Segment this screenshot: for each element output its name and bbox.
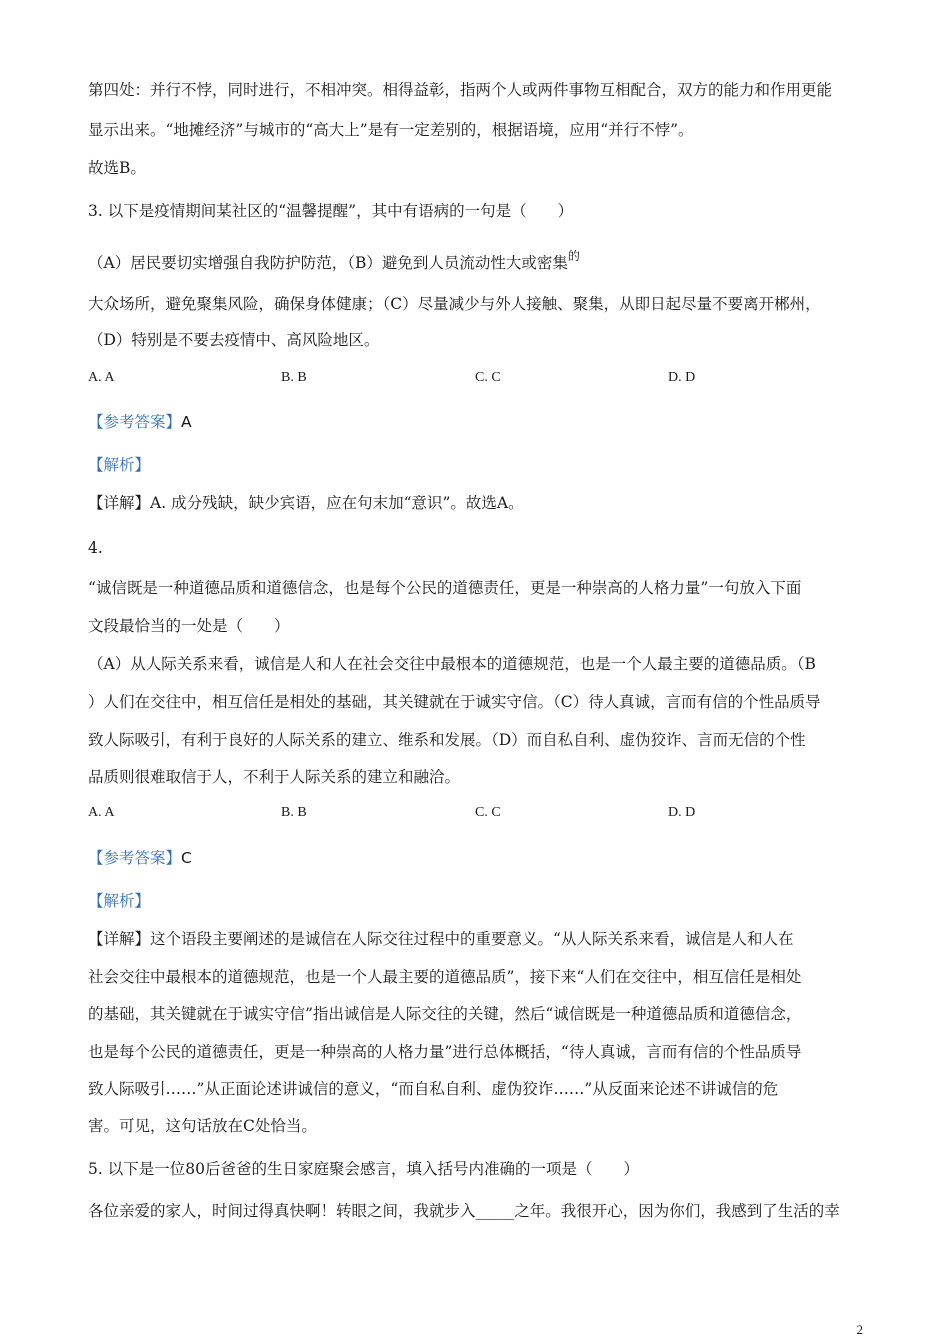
q3-option-d: D. D [668, 370, 696, 385]
q4-detail-line-3: 的基础，其关键就在于诚实守信”指出诚信是人际交往的关键，然后“诚信既是一种道德品质和道德信念， [88, 1005, 802, 1023]
q4-option-d: D. D [668, 805, 696, 820]
q3-detail [88, 493, 524, 513]
page-number: 2 [856, 1322, 863, 1337]
q4-answer [88, 848, 192, 868]
q3-option-c: C. C [475, 370, 501, 385]
q4-option-a: A. A [88, 805, 115, 820]
q4-detail-line-2: 社会交往中最根本的道德规范，也是一个人最主要的道德品质”，接下来“人们在交往中，相互信任是相处 [88, 968, 802, 986]
q4-passage-line-3: 致人际吸引，有利于良好的人际关系的建立、维系和发展。（D）而自私自利、虚伪狡诈、言而无信的个性 [88, 731, 806, 749]
q3-passage-line-3: （D）特别是不要去疫情中、高风险地区。 [88, 331, 380, 349]
q4-stem-line-1: “诚信既是一种道德品质和道德信念，也是每个公民的道德责任，更是一种崇高的人格力量”一句放入下面 [88, 579, 802, 597]
q4-passage-line-2: ）人们在交往中，相互信任是相处的基础，其关键就在于诚实守信。（C）待人真诚，言而有信的个性品质导 [88, 693, 821, 711]
q4-answer-value: C [181, 849, 192, 867]
q3-detail-label: 【详解】 [88, 494, 151, 512]
q2-explanation-line-1: 第四处：并行不悖，同时进行，不相冲突。相得益彰，指两个人或两件事物互相配合，双方的能力和作用更能 [88, 81, 833, 99]
q4-stem-line-2: 文段最恰当的一处是（ ） [88, 617, 290, 635]
q4-option-b: B. B [281, 805, 307, 820]
q4-detail-label: 【详解】 [88, 930, 151, 948]
q3-option-a: A. A [88, 370, 115, 385]
q2-explanation-line-2: 显示出来。“地摊经济”与城市的“高大上”是有一定差别的，根据语境，应用“并行不悖”。 [88, 121, 694, 139]
q3-option-b: B. B [281, 370, 307, 385]
q5-passage-line-1: 各位亲爱的家人，时间过得真快啊！转眼之间，我就步入_____之年。我很开心，因为你们，我感到了生活的幸 [88, 1202, 840, 1220]
q4-detail-line-1 [88, 929, 793, 949]
q2-conclusion: 故选B。 [88, 159, 146, 177]
q4-answer-label: 【参考答案】 [88, 849, 182, 867]
q3-answer-value: A [181, 413, 192, 431]
q4-option-c: C. C [475, 805, 501, 820]
q3-passage-line-2: 大众场所，避免聚集风险，确保身体健康；（C）尽量减少与外人接触、聚集，从即日起尽量不要离开郴州， [88, 295, 821, 313]
q4-detail-line-5: 致人际吸引……”从正面论述讲诚信的意义，“而自私自利、虚伪狡诈……”从反面来论述不讲诚信的危 [88, 1080, 779, 1098]
q3-stem: 3. 以下是疫情期间某社区的“温馨提醒”，其中有语病的一句是（ ） [88, 202, 574, 220]
q4-detail-text: 这个语段主要阐述的是诚信在人际交往过程中的重要意义。“从人际关系来看，诚信是人和人在 [150, 930, 794, 948]
q5-stem: 5. 以下是一位80后爸爸的生日家庭聚会感言，填入括号内准确的一项是（ ） [88, 1160, 639, 1178]
q4-passage-line-4: 品质则很难取信于人，不利于人际关系的建立和融洽。 [88, 768, 461, 786]
q3-passage-superscript: 的 [567, 249, 580, 263]
q3-passage-line-1 [88, 249, 580, 274]
q3-passage-text: （A）居民要切实增强自我防护防范，（B）避免到人员流动性大或密集 [88, 254, 568, 272]
q3-detail-text: A. 成分残缺，缺少宾语，应在句末加“意识”。故选A。 [150, 494, 524, 512]
q4-analysis-label: 【解析】 [88, 892, 151, 910]
q3-analysis-label: 【解析】 [88, 456, 151, 474]
q3-answer [88, 412, 192, 432]
q3-answer-label: 【参考答案】 [88, 413, 182, 431]
q4-detail-line-4: 也是每个公民的道德责任，更是一种崇高的人格力量”进行总体概括，“待人真诚，言而有信的个性品质导 [88, 1043, 802, 1061]
q4-detail-line-6: 害。可见，这句话放在C处恰当。 [88, 1117, 317, 1135]
q4-number: 4. [88, 539, 103, 557]
q4-passage-line-1: （A）从人际关系来看，诚信是人和人在社会交往中最根本的道德规范，也是一个人最主要的道德品质。（B [88, 655, 816, 673]
